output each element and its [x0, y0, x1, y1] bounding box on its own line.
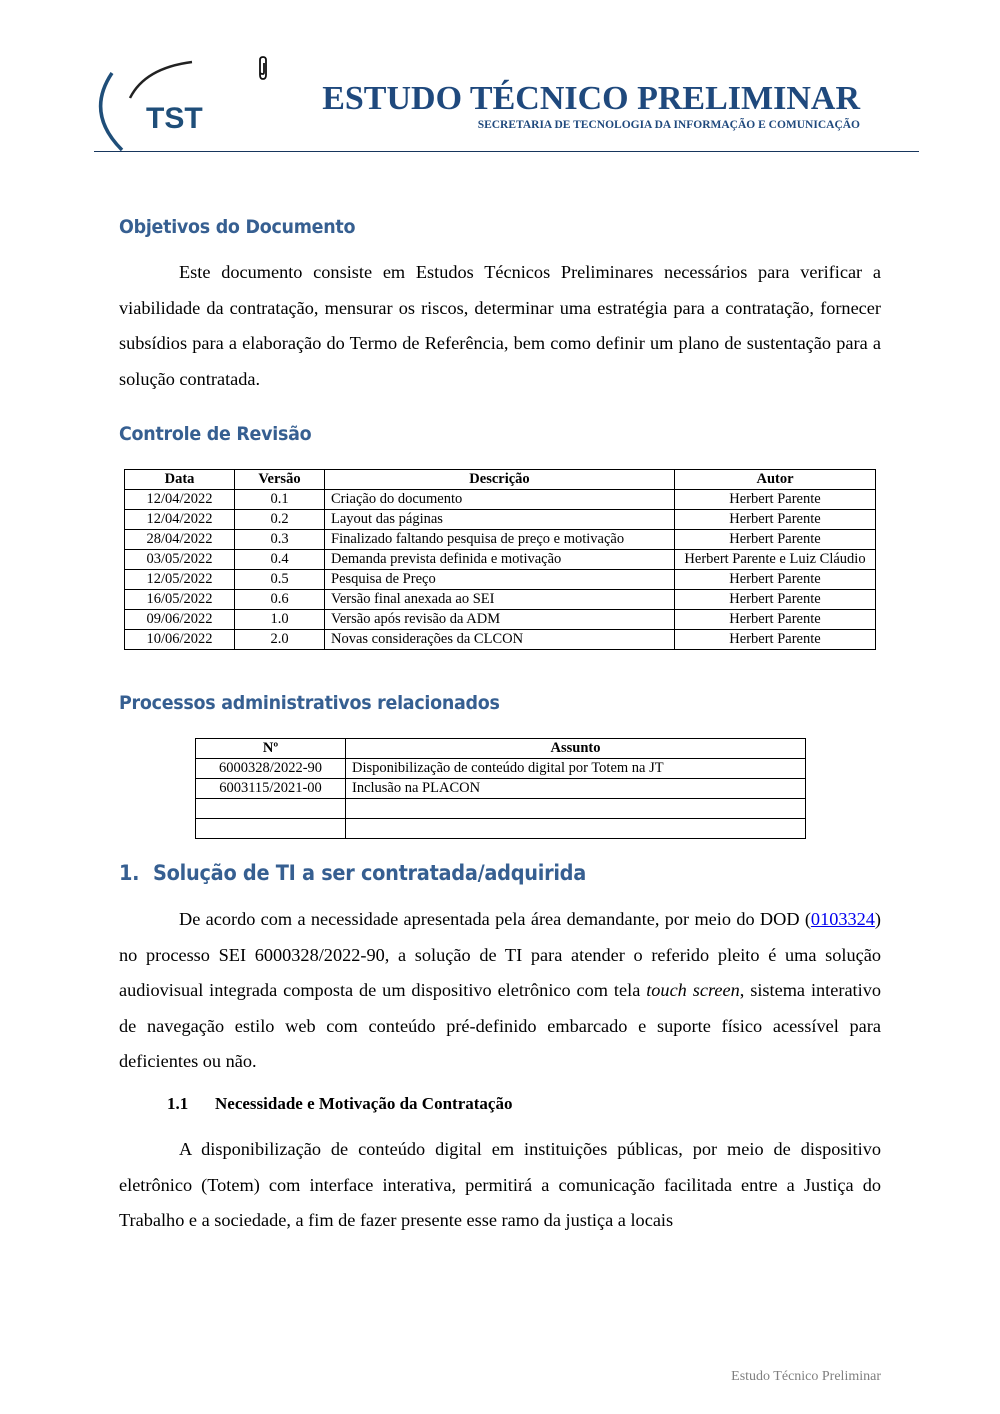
text: , sistema interativo de navegação estilo web com conteúdo pré-definido embarcado e suporte físico acessível para deficientes ou não. — [119, 980, 881, 1071]
cell-autor: Herbert Parente e Luiz Cláudio — [675, 550, 876, 570]
revision-row — [125, 550, 876, 570]
cell-assunto — [346, 819, 806, 839]
col-descricao: Descrição — [325, 470, 675, 490]
dod-link[interactable]: 0103324 — [810, 909, 875, 929]
cell-descricao: Novas considerações da CLCON — [325, 630, 675, 650]
italic-text: touch screen — [646, 980, 740, 1000]
processes-table — [195, 738, 806, 839]
cell-descricao: Versão final anexada ao SEI — [325, 590, 675, 610]
cell-versao: 1.0 — [235, 610, 325, 630]
heading-processos: Processos administrativos relacionados — [119, 692, 500, 714]
processes-table-header — [196, 739, 806, 759]
cell-versao: 0.5 — [235, 570, 325, 590]
col-numero: Nº — [196, 739, 346, 759]
cell-data: 12/04/2022 — [125, 510, 235, 530]
tst-logo-graphic — [90, 58, 230, 153]
revision-row — [125, 530, 876, 550]
cell-versao: 0.1 — [235, 490, 325, 510]
cell-descricao: Criação do documento — [325, 490, 675, 510]
cell-autor: Herbert Parente — [675, 490, 876, 510]
cell-descricao: Layout das páginas — [325, 510, 675, 530]
page-footer: Estudo Técnico Preliminar — [731, 1369, 881, 1384]
cell-versao: 2.0 — [235, 630, 325, 650]
process-row — [196, 779, 806, 799]
paragraph-objetivos: Este documento consiste em Estudos Técnicos Preliminares necessários para verificar a viabilidade da contratação, mensurar os riscos, determinar uma estratégia para a contratação, fornecer subsídios para a elaboração do Termo de Referência, bem como definir um plano de sustentação para a solução contratada. — [119, 262, 881, 389]
cell-assunto: Inclusão na PLACON — [346, 779, 806, 799]
header-divider — [94, 151, 919, 152]
document-title: ESTUDO TÉCNICO PRELIMINAR — [322, 80, 860, 117]
heading-necessidade — [167, 1094, 512, 1114]
revision-row — [125, 570, 876, 590]
paragraph-solucao — [119, 902, 881, 1080]
heading-controle-revisao: Controle de Revisão — [119, 423, 312, 445]
cell-data: 09/06/2022 — [125, 610, 235, 630]
cell-autor: Herbert Parente — [675, 610, 876, 630]
text: ) no processo SEI 6000328/2022-90, a solução de TI para atender o referido pleito é uma solução audiovisual integrada composta de um dispositivo eletrônico com tela — [119, 909, 881, 1000]
cell-autor: Herbert Parente — [675, 530, 876, 550]
section-number: 1. — [119, 861, 140, 885]
tst-logo — [90, 58, 230, 153]
cell-data: 12/04/2022 — [125, 490, 235, 510]
cell-numero — [196, 819, 346, 839]
cell-data: 10/06/2022 — [125, 630, 235, 650]
revision-row — [125, 630, 876, 650]
revision-row — [125, 610, 876, 630]
cell-numero: 6000328/2022-90 — [196, 759, 346, 779]
revision-table-header — [125, 470, 876, 490]
revision-row — [125, 590, 876, 610]
paperclip-icon — [256, 55, 270, 81]
cell-versao: 0.6 — [235, 590, 325, 610]
process-row — [196, 819, 806, 839]
subsection-title: Necessidade e Motivação da Contratação — [215, 1094, 513, 1113]
cell-autor: Herbert Parente — [675, 570, 876, 590]
revision-row — [125, 510, 876, 530]
cell-data: 12/05/2022 — [125, 570, 235, 590]
col-autor: Autor — [675, 470, 876, 490]
subsection-number: 1.1 — [167, 1094, 189, 1113]
cell-numero — [196, 799, 346, 819]
col-versao: Versão — [235, 470, 325, 490]
cell-versao: 0.4 — [235, 550, 325, 570]
cell-assunto: Disponibilização de conteúdo digital por Totem na JT — [346, 759, 806, 779]
revision-row — [125, 490, 876, 510]
col-assunto: Assunto — [346, 739, 806, 759]
process-row — [196, 799, 806, 819]
cell-data: 28/04/2022 — [125, 530, 235, 550]
revision-table — [124, 469, 876, 650]
cell-descricao: Versão após revisão da ADM — [325, 610, 675, 630]
document-subtitle: SECRETARIA DE TECNOLOGIA DA INFORMAÇÃO E COMUNICAÇÃO — [477, 119, 860, 131]
cell-versao: 0.2 — [235, 510, 325, 530]
cell-autor: Herbert Parente — [675, 590, 876, 610]
cell-data: 03/05/2022 — [125, 550, 235, 570]
section-title: Solução de TI a ser contratada/adquirida — [153, 861, 587, 885]
cell-assunto — [346, 799, 806, 819]
heading-solucao — [119, 861, 586, 885]
paragraph-necessidade: A disponibilização de conteúdo digital em instituições públicas, por meio de dispositivo eletrônico (Totem) com interface interativa, permitirá a comunicação facilitada entre a Justiça do Trabalho e a sociedade, a fim de fazer presente esse ramo da justiça a locais — [119, 1139, 881, 1230]
cell-autor: Herbert Parente — [675, 510, 876, 530]
svg-text:TST: TST — [146, 102, 203, 135]
text: De acordo com a necessidade apresentada pela área demandante, por meio do DOD ( — [179, 909, 811, 929]
col-data: Data — [125, 470, 235, 490]
process-row — [196, 759, 806, 779]
cell-numero: 6003115/2021-00 — [196, 779, 346, 799]
cell-data: 16/05/2022 — [125, 590, 235, 610]
cell-descricao: Pesquisa de Preço — [325, 570, 675, 590]
cell-versao: 0.3 — [235, 530, 325, 550]
cell-descricao: Demanda prevista definida e motivação — [325, 550, 675, 570]
heading-objetivos: Objetivos do Documento — [119, 216, 356, 238]
cell-descricao: Finalizado faltando pesquisa de preço e motivação — [325, 530, 675, 550]
cell-autor: Herbert Parente — [675, 630, 876, 650]
